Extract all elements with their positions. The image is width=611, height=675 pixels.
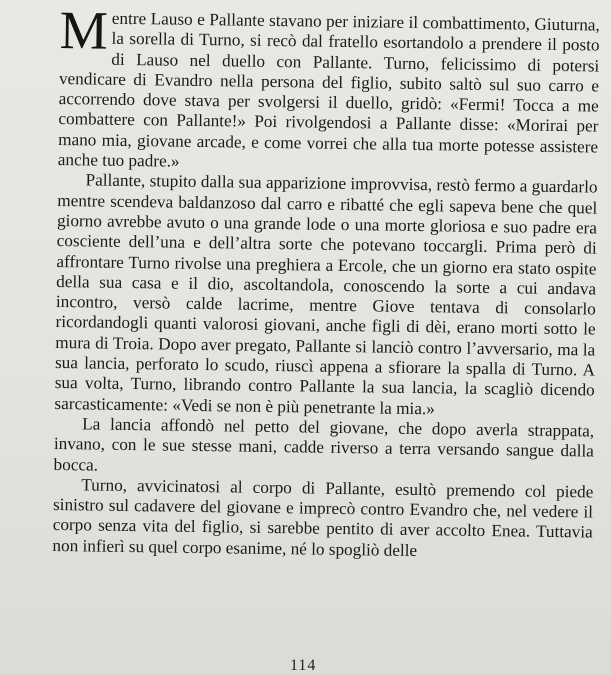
text-block — [52, 0, 600, 564]
paragraph-1 — [57, 0, 600, 178]
page-number: 114 — [290, 657, 317, 674]
paragraph-3: La lancia affondò nel petto del giovane, che dopo averla strappata, invano, con le sue stesse mani, cadde riverso a terra versando sangue dalla bocca. — [53, 414, 595, 475]
drop-cap: M — [59, 0, 109, 61]
paragraph-4: Turno, avvicinatosi al corpo di Pallante, esultò premendo col piede sinistro sul cadavere del giovane e imprecò contro Evandro che, nel vedere il corpo senza vita del figlio, si sarebbe pentito di aver accolto Enea. Tuttavia non infierì su quel corpo esanime, né lo spogliò delle — [52, 475, 594, 560]
paragraph-2: Pallante, stupito dalla sua apparizione improvvisa, restò fermo a guardarlo mentre scendeva baldanzoso dal carro e ribatté che egli sapeva bene che quel giorno avrebbe avuto o una grande lode o una morte gloriosa e suo padre era cosciente dell’una e dell’altra sorte che potevano toccargli. Prima però di affrontare Turno rivolse una preghiera a Ercole, che un giorno era stato ospite della sua casa e il dio, ascoltandola, conoscendo la sorte a cui andava incontro, versò calde lacrime, mentre Giove tentava di consolarlo ricordandogli quanti valorosi giovani, anche figli di dèi, erano morti sotto le mura di Troia. Dopo aver pregato, Pallante si lanciò contro l’avversario, ma la sua lancia, perforato lo scudo, riuscì appena a sfiorare la spalla di Turno. A sua volta, Turno, librando contro Pallante la sua lancia, la scagliò dicendo sarcasticamente: «Vedi se non è più penetrante la mia.» — [54, 170, 598, 418]
paragraph-1-text: entre Lauso e Pallante stavano per iniziare il combattimento, Giuturna, la sorella di Turno, si recò dal fratello esortandolo a prendere il posto di Lauso nel duello con Pallante. Turno, felicissimo di potersi vendicare di Evandro nella persona del figlio, subito saltò sul suo carro e accorrendo dove stava per svolgersi il duello, gridò: «Fermi! Tocca a me combattere con Pallante!» Poi rivolgendosi a Pallante disse: «Morirai per mano mia, giovane arcade, e come vorrei che alla tua morte potesse assistere anche tuo padre.» — [57, 8, 600, 171]
